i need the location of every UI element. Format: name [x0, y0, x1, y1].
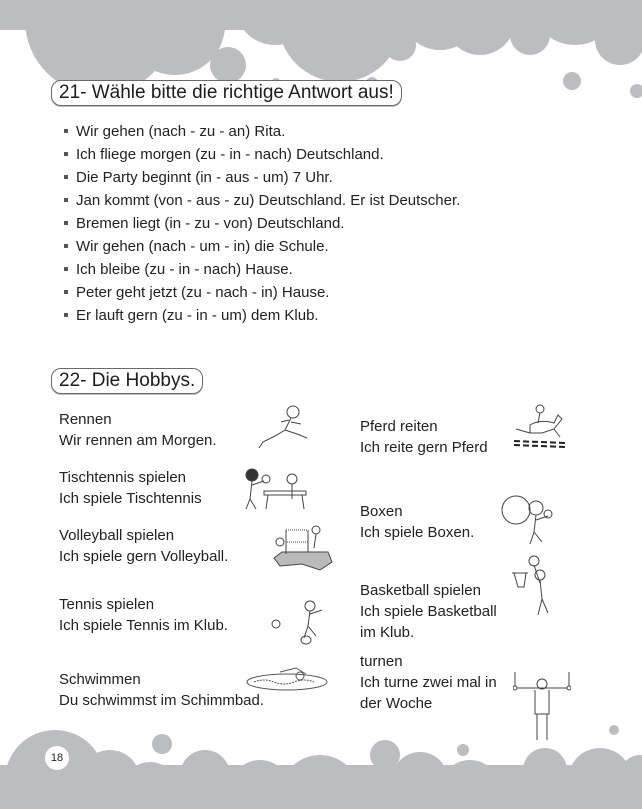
- hobby-name: Pferd reiten: [360, 418, 438, 435]
- exercise-22-title: 22- Die Hobbys.: [51, 368, 203, 394]
- bullet-icon: [64, 244, 68, 248]
- hobby-name: Tennis spielen: [59, 596, 155, 613]
- hobby-sentence: Ich spiele Tischtennis: [59, 490, 202, 507]
- hobby-name: Boxen: [360, 503, 403, 520]
- bullet-icon: [64, 129, 68, 133]
- hobby-sentence: Ich reite gern Pferd: [360, 439, 488, 456]
- bullet-icon: [64, 313, 68, 317]
- list-item: Ich bleibe (zu - in - nach) Hause.: [64, 258, 460, 281]
- hobby-name: Basketball spielen: [360, 582, 481, 599]
- bullet-icon: [64, 290, 68, 294]
- hobby-tennis: [59, 594, 228, 636]
- hobby-sentence: Ich turne zwei mal in: [360, 674, 497, 691]
- hobby-sentence-cont: der Woche: [360, 695, 433, 712]
- table-tennis-icon: [240, 465, 310, 513]
- hobby-volleyball: [59, 525, 228, 567]
- exercise-21-title: 21- Wähle bitte die richtige Antwort aus!: [51, 80, 402, 106]
- swimmer-icon: [244, 662, 330, 692]
- hobby-rennen: [59, 409, 217, 451]
- hobby-sentence: Ich spiele gern Volleyball.: [59, 548, 229, 565]
- volleyball-icon: [272, 522, 334, 572]
- bullet-icon: [64, 198, 68, 202]
- bullet-icon: [64, 221, 68, 225]
- bullet-icon: [64, 267, 68, 271]
- hobby-boxen: [360, 501, 474, 543]
- runner-icon: [255, 402, 315, 454]
- hobby-name: turnen: [360, 653, 403, 670]
- basketball-icon: [510, 555, 560, 625]
- hobby-name: Volleyball spielen: [59, 527, 175, 544]
- list-item: Jan kommt (von - aus - zu) Deutschland. Er ist Deutscher.: [64, 189, 460, 212]
- hobby-sentence: Ich spiele Tennis im Klub.: [59, 617, 228, 634]
- list-item: Wir gehen (nach - um - in) die Schule.: [64, 235, 460, 258]
- bullet-icon: [64, 175, 68, 179]
- hobby-turnen: [360, 651, 497, 714]
- hobby-tischtennis: [59, 467, 202, 509]
- hobby-pferd-reiten: [360, 416, 488, 458]
- list-item: Wir gehen (nach - zu - an) Rita.: [64, 120, 460, 143]
- exercise-21-list: [64, 120, 460, 327]
- list-item: Ich fliege morgen (zu - in - nach) Deutschland.: [64, 143, 460, 166]
- hobby-sentence: Wir rennen am Morgen.: [59, 432, 217, 449]
- hobby-sentence: Ich spiele Basketball: [360, 603, 497, 620]
- hobby-sentence-cont: im Klub.: [360, 624, 415, 641]
- hobby-sentence: Du schwimmst im Schimmbad.: [59, 692, 265, 709]
- list-item: Er lauft gern (zu - in - um) dem Klub.: [64, 304, 460, 327]
- list-item: Peter geht jetzt (zu - nach - in) Hause.: [64, 281, 460, 304]
- tennis-icon: [268, 598, 328, 646]
- list-item: Die Party beginnt (in - aus - um) 7 Uhr.: [64, 166, 460, 189]
- list-item: Bremen liegt (in - zu - von) Deutschland.: [64, 212, 460, 235]
- hobby-schwimmen: [59, 669, 264, 711]
- hobby-basketball: [360, 580, 497, 643]
- hobby-name: Schwimmen: [59, 671, 141, 688]
- page-number: 18: [45, 746, 69, 770]
- hobby-name: Tischtennis spielen: [59, 469, 187, 486]
- hobby-sentence: Ich spiele Boxen.: [360, 524, 475, 541]
- horse-rider-icon: [510, 403, 568, 455]
- bottom-cloud-decoration: [0, 720, 642, 809]
- boxer-icon: [500, 492, 556, 548]
- bullet-icon: [64, 152, 68, 156]
- hobby-name: Rennen: [59, 411, 112, 428]
